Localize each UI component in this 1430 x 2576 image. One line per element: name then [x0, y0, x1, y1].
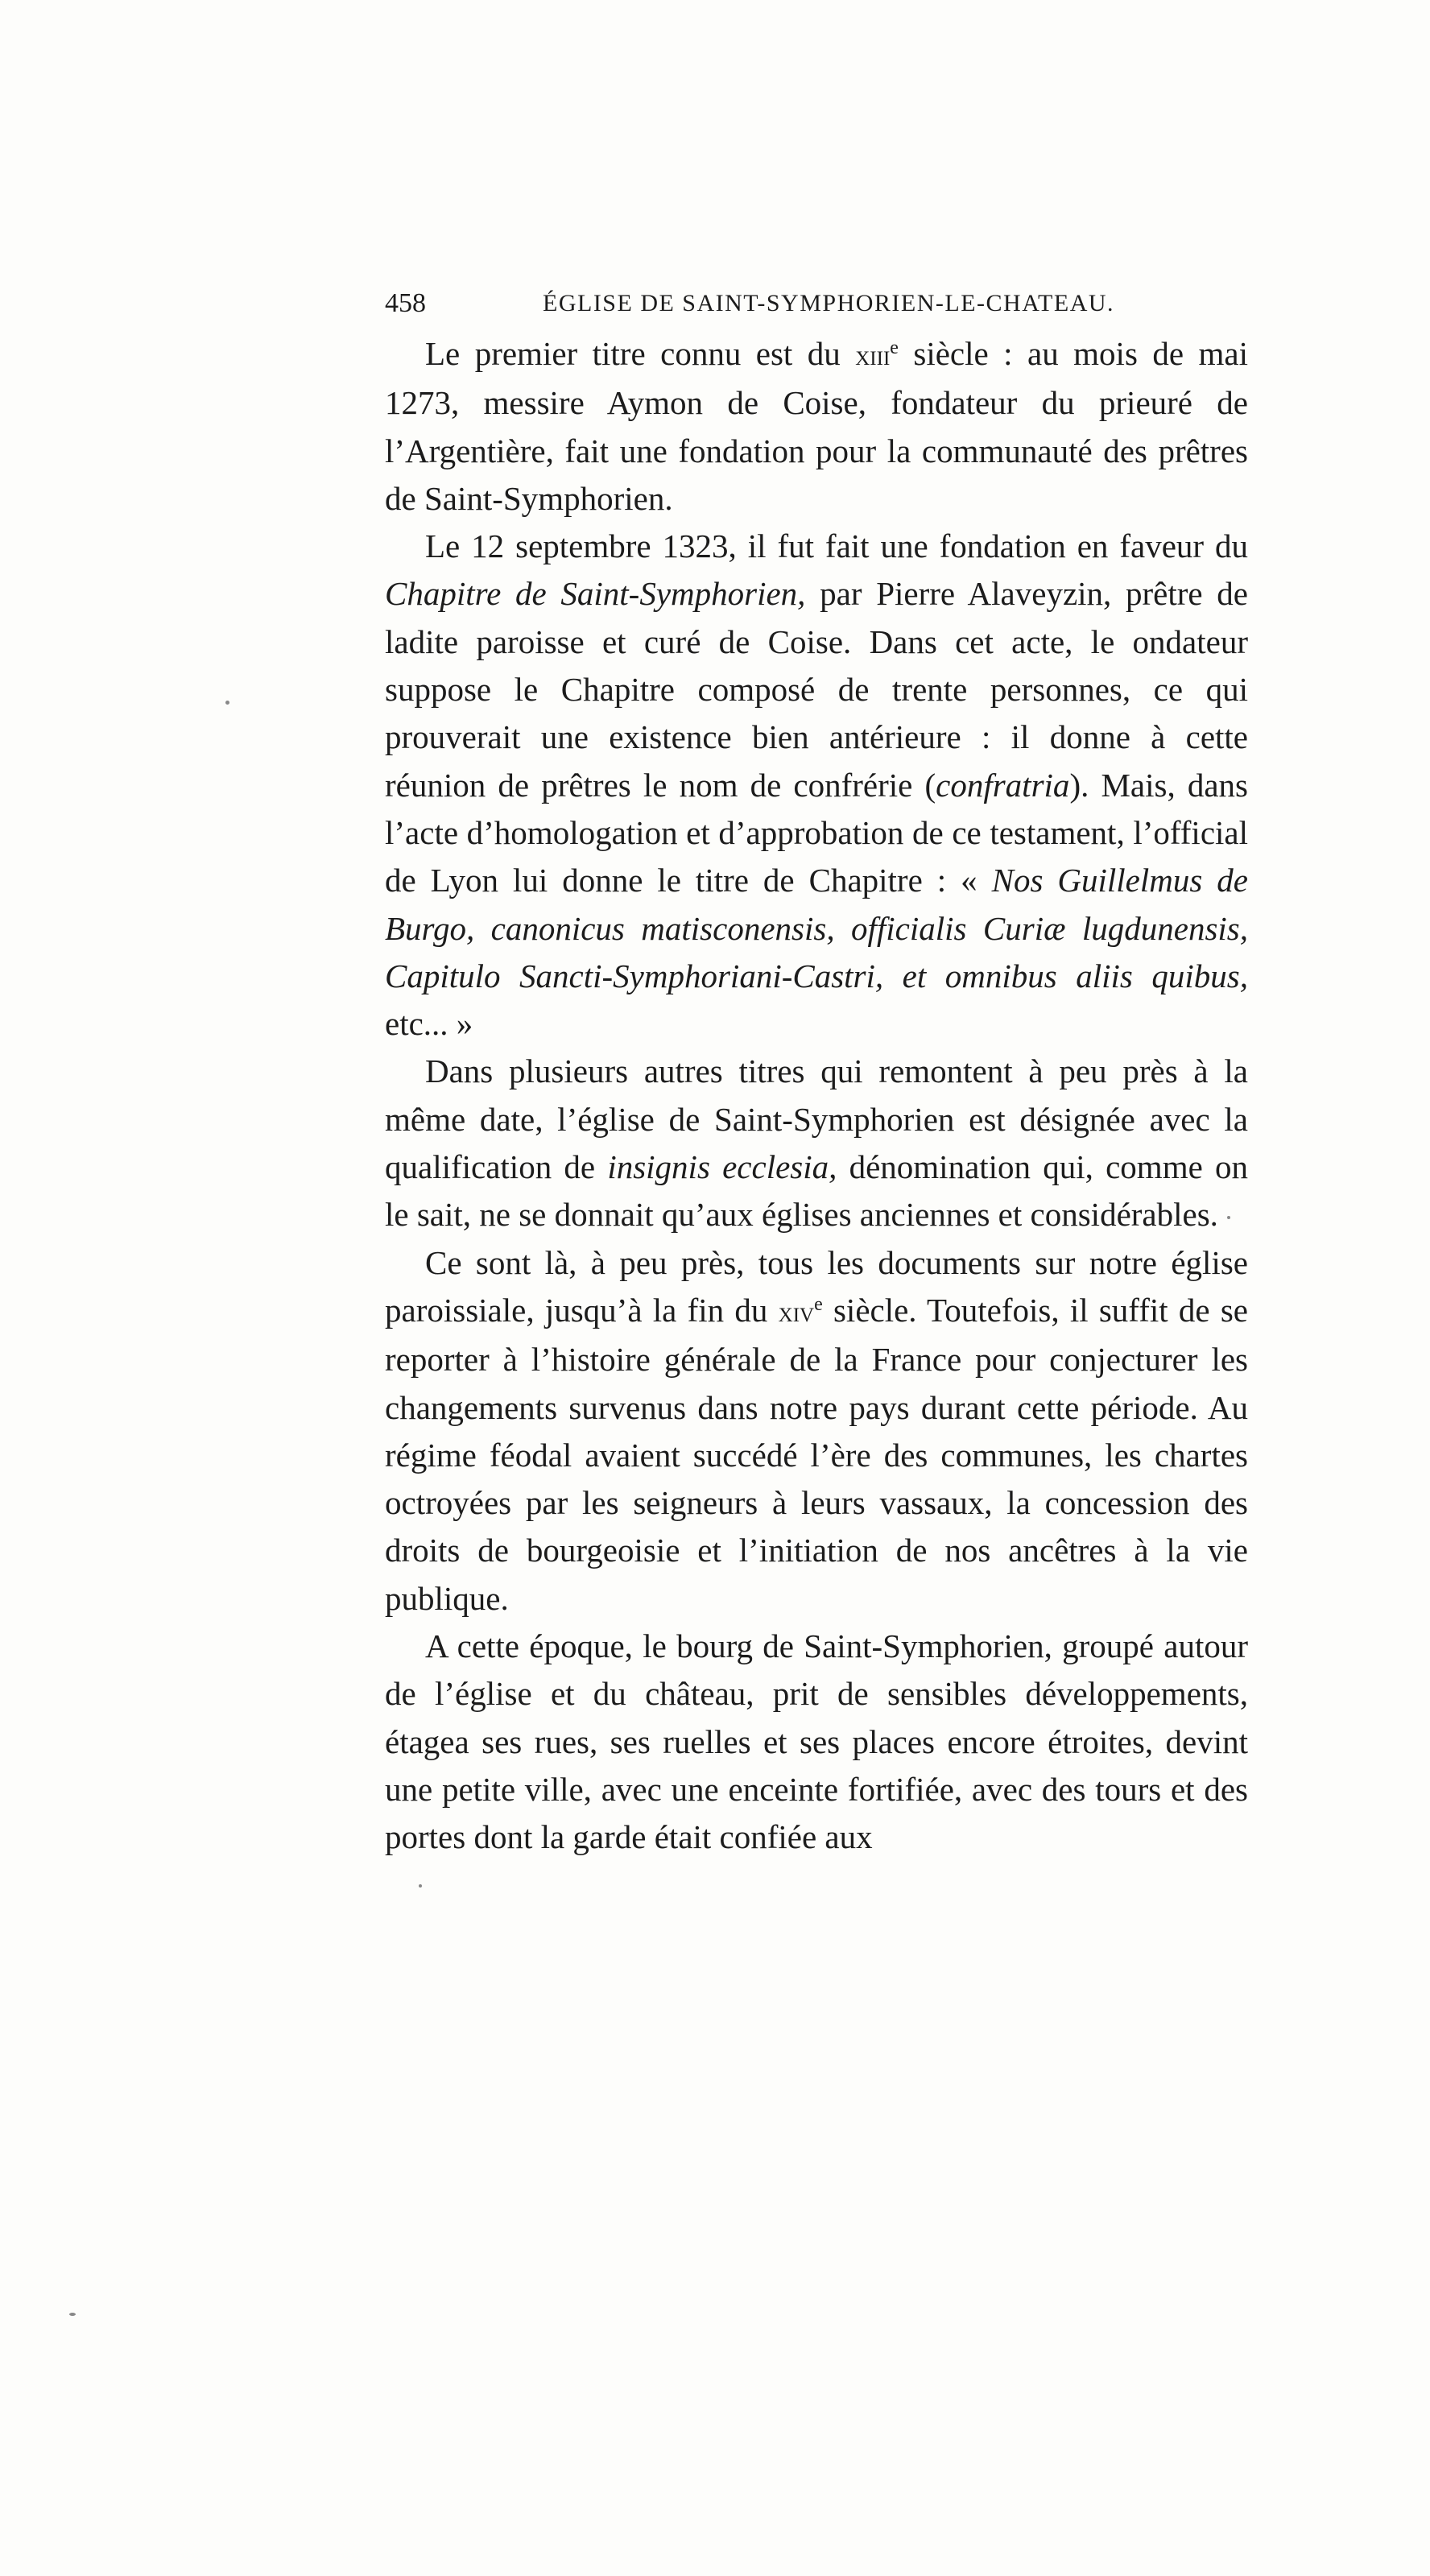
paragraph-1-text-a: Le premier titre connu est du [425, 335, 856, 372]
paragraph-4-text-a: Ce sont là, à peu près, tous les documents sur notre église paroissiale, jusqu’à la fin du [385, 1243, 1248, 1329]
paragraph-4 [385, 1239, 1248, 1623]
century-numeral: xiv [778, 1295, 815, 1328]
century-numeral: xiii [855, 339, 891, 371]
scan-speck [69, 2313, 76, 2316]
paragraph-3-text-a: Dans plusieurs autres titres qui remontent à peu près à la même date, l’église de Saint-Symphorien est désignée avec la qualification de [385, 1052, 1248, 1186]
paragraph-1-text-b: siècle : au mois de mai 1273, messire Aymon de Coise, fondateur du prieuré de l’Argentière, fait une fondation pour la communauté des prêtres de Saint-Symphorien. [385, 335, 1248, 517]
century-superscript: e [890, 337, 899, 358]
page-number: 458 [385, 288, 426, 318]
paragraph-3 [385, 1048, 1248, 1238]
paragraph-5-text-a: A cette époque, le bourg de Saint-Symphorien, groupé autour de l’église et du château, prit de sensibles développements, étagea ses rues, ses ruelles et ses places encore étroites, devint une petite ville, avec une enceinte fortifiée, avec des tours et des portes dont la garde était confiée aux [385, 1627, 1248, 1856]
paragraph-2-italic-chapitre: Chapitre de Saint-Symphorien, [385, 575, 806, 613]
paragraph-5 [385, 1623, 1248, 1861]
paragraph-2 [385, 523, 1248, 1048]
scan-speck [225, 701, 229, 705]
paragraph-2-text-c: ). Mais, dans l’acte d’homologation et d’approbation de ce testament, l’official de Lyon lui donne le titre de Chapitre : « [385, 766, 1248, 899]
paragraph-2-latin-quote: Nos Guillelmus de Burgo, canonicus matisconensis, officialis Curiæ lugdunensis, Capitulo Sancti-Symphoriani-Castri, et omnibus aliis quibus, [385, 862, 1248, 994]
paragraph-2-text-d: etc... » [385, 1005, 473, 1043]
paragraph-2-text-b: par Pierre Alaveyzin, prêtre de ladite paroisse et curé de Coise. Dans cet acte, le ondateur suppose le Chapitre composé de trente personnes, ce qui prouverait une existence bien antérieure : il donne à cette réunion de prêtres le nom de confrérie ( [385, 575, 1248, 804]
paragraph-3-italic-insignis: insignis ecclesia, [607, 1148, 837, 1186]
scan-speck [419, 1884, 422, 1888]
page-header [385, 283, 1248, 324]
body-text [385, 330, 1248, 1862]
running-head: ÉGLISE DE SAINT-SYMPHORIEN-LE-CHATEAU. [543, 290, 1115, 316]
paragraph-4-text-b: siècle. Toutefois, il suffit de se reporter à l’histoire générale de la France pour conjecturer les changements survenus dans notre pays durant cette période. Au régime féodal avaient succédé l’ère des communes, les chartes octroyées par les seigneurs à leurs vassaux, la concession des droits de bourgeoisie et l’initiation de nos ancêtres à la vie publique. [385, 1291, 1248, 1617]
century-superscript: e [814, 1293, 823, 1315]
paragraph-2-text-a: Le 12 septembre 1323, il fut fait une fondation en faveur du [425, 527, 1248, 565]
paragraph-3-text-b: dénomination qui, comme on le sait, ne se donnait qu’aux églises anciennes et considérables. [385, 1148, 1248, 1234]
paragraph-1 [385, 330, 1248, 523]
scan-speck [1227, 1216, 1230, 1219]
paragraph-2-italic-confratria: confratria [936, 766, 1070, 804]
